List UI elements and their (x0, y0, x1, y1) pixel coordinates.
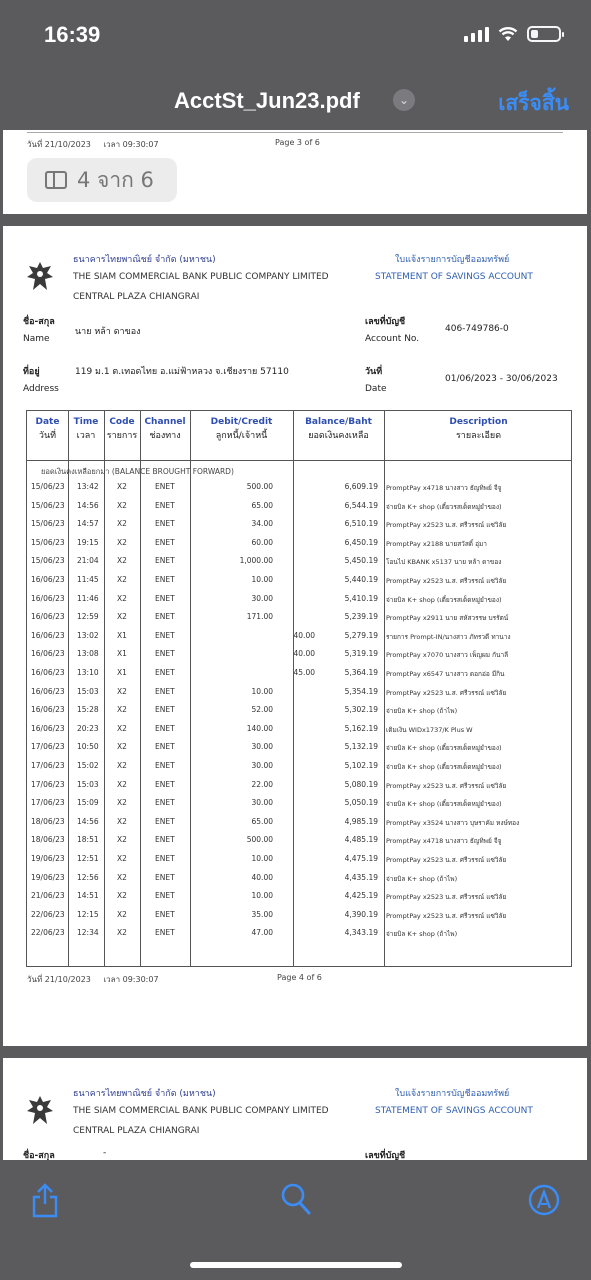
status-bar (0, 0, 591, 70)
cell-date: 16/06/23 (31, 723, 65, 733)
cell-desc: PromptPay x7070 นางสาว เพ็ญผม กันาลี (386, 651, 509, 660)
cell-channel: ENET (155, 928, 175, 938)
cell-code: X2 (117, 854, 127, 863)
table-row (27, 817, 573, 835)
cell-code: X2 (117, 519, 127, 529)
cell-amount: 65.00 (251, 500, 273, 510)
cell-amount: 34.00 (251, 519, 273, 529)
cell-channel: ENET (155, 816, 175, 826)
cell-desc: เติมเงิน WIDx1737/K Plus W (386, 725, 473, 734)
table-row (27, 724, 573, 742)
wifi-icon (498, 26, 518, 42)
cell-desc: PromptPay x2523 น.ส. ศรีวรรณ์ แซ่วิลัย (386, 911, 507, 920)
cell-code: X2 (117, 816, 127, 826)
cell-code: X2 (117, 779, 127, 789)
cell-time: 14:56 (77, 816, 99, 826)
cell-balance: 5,132.19 (344, 742, 378, 752)
statement-title-en: STATEMENT OF SAVINGS ACCOUNT (375, 272, 533, 282)
table-row (27, 928, 573, 946)
cell-date: 15/06/23 (31, 482, 65, 491)
cell-channel: ENET (155, 556, 175, 566)
cell-balance: 5,440.19 (344, 575, 378, 584)
cell-time: 13:08 (77, 649, 99, 659)
cell-channel: ENET (155, 891, 175, 901)
table-row (27, 891, 573, 909)
cell-channel: ENET (155, 649, 175, 659)
footer-time: เวลา 09:30:07 (103, 975, 159, 984)
cell-date: 17/06/23 (31, 742, 65, 752)
cell-amount: 30.00 (251, 742, 273, 752)
cell-time: 18:51 (77, 835, 99, 845)
account-label-th: เลขที่บัญชี (365, 317, 406, 327)
cell-time: 13:42 (77, 482, 99, 491)
cell-amount: 30.00 (251, 761, 273, 770)
cell-desc: PromptPay x2523 น.ส. ศรีวรรณ์ แซ่วิลัย (386, 893, 507, 902)
cell-balance: 4,485.19 (344, 835, 378, 845)
cell-channel: ENET (155, 872, 175, 882)
cell-date: 17/06/23 (31, 779, 65, 789)
chevron-down-icon[interactable]: ⌄ (393, 89, 415, 111)
cell-code: X2 (117, 500, 127, 510)
cell-time: 11:45 (77, 575, 99, 584)
cell-date: 22/06/23 (31, 928, 65, 938)
garuda-emblem-icon (25, 1094, 55, 1128)
battery-icon (527, 26, 561, 42)
cell-amount: 1,000.00 (239, 556, 273, 566)
document-title[interactable]: AcctSt_Jun23.pdf (174, 88, 360, 113)
cell-desc: PromptPay x2523 น.ส. ศรีวรรณ์ แซ่วิลัย (386, 521, 507, 530)
cell-time: 10:50 (77, 742, 99, 752)
cell-desc: จ่ายบิล K+ shop (ถ้าไพ) (386, 874, 458, 883)
cell-desc: โอนไป KBANK x5137 นาย หล้า ดาของ (386, 558, 502, 567)
cell-amount: 22.00 (251, 779, 273, 789)
cell-time: 21:04 (77, 556, 99, 566)
page-indicator[interactable] (27, 158, 177, 202)
cell-code: X2 (117, 482, 127, 491)
footer-time: เวลา 09:30:07 (103, 140, 159, 149)
cell-code: X2 (117, 612, 127, 622)
cell-date: 17/06/23 (31, 761, 65, 770)
page-indicator-label: 4 จาก 6 (77, 167, 154, 192)
cell-date: 15/06/23 (31, 537, 65, 547)
cell-balance: 4,985.19 (344, 816, 378, 826)
cell-amount: 500.00 (246, 835, 273, 845)
cell-balance: 5,102.19 (344, 761, 378, 770)
cell-code: X1 (117, 668, 127, 677)
cell-amount: 35.00 (251, 909, 273, 919)
cell-balance: 4,390.19 (344, 909, 378, 919)
cell-code: X2 (117, 872, 127, 882)
address-label-en: Address (23, 384, 59, 394)
transactions-table (26, 410, 572, 967)
page-divider (27, 132, 563, 133)
cell-desc: PromptPay x2188 นายสวัสดิ์ อุ่มา (386, 539, 487, 548)
cell-channel: ENET (155, 779, 175, 789)
cell-code: X2 (117, 742, 127, 752)
col-header-channel: Channel ช่องทาง (144, 417, 186, 441)
statement-title-th: ใบแจ้งรายการบัญชีออมทรัพย์ (395, 1089, 510, 1099)
table-row (27, 705, 573, 723)
col-header-date: Date วันที่ (35, 417, 60, 441)
cell-code: X2 (117, 686, 127, 696)
cell-desc: จ่ายบิล K+ shop (เตี๋ยวรสเด็ดหมู่ยำของ) (386, 595, 502, 604)
cell-amount: 60.00 (251, 537, 273, 547)
name-label-th: ชื่อ-สกุล (23, 317, 55, 327)
cell-date: 16/06/23 (31, 668, 65, 677)
cell-desc: จ่ายบิล K+ shop (เตี๋ยวรสเด็ดหมู่ยำของ) (386, 744, 502, 753)
cell-time: 12:51 (77, 854, 99, 863)
cell-amount: 140.00 (246, 723, 273, 733)
footer-date: วันที่ 21/10/2023 (27, 975, 91, 984)
cell-balance: 5,450.19 (344, 556, 378, 566)
cell-date: 15/06/23 (31, 519, 65, 529)
cell-code: X2 (117, 575, 127, 584)
cell-amount: 171.00 (246, 612, 273, 622)
cell-channel: ENET (155, 630, 175, 640)
cell-code: X2 (117, 909, 127, 919)
cell-amount: 45.00 (293, 668, 315, 677)
cell-code: X2 (117, 593, 127, 603)
cell-amount: 10.00 (251, 854, 273, 863)
cell-amount: 40.00 (293, 649, 315, 659)
col-header-balance: Balance/Baht ยอดเงินคงเหลือ (305, 417, 372, 441)
cell-code: X2 (117, 761, 127, 770)
cell-desc: PromptPay x2523 น.ส. ศรีวรรณ์ แซ่วิลัย (386, 688, 507, 697)
cell-channel: ENET (155, 500, 175, 510)
customer-name: นาย หล้า ดาของ (75, 327, 141, 337)
table-row (27, 761, 573, 779)
cell-time: 11:46 (77, 593, 99, 603)
cell-date: 16/06/23 (31, 612, 65, 622)
done-button[interactable]: เสร็จสิ้น (498, 91, 569, 115)
bank-name-th: ธนาคารไทยพาณิชย์ จำกัด (มหาชน) (73, 255, 216, 265)
footer-page: Page 4 of 6 (277, 973, 322, 982)
table-row (27, 482, 573, 500)
footer-page: Page 3 of 6 (275, 138, 320, 147)
cell-code: X1 (117, 649, 127, 659)
col-header-time: Time เวลา (73, 417, 99, 441)
account-label-th: เลขที่บัญชี (365, 1151, 406, 1160)
cell-balance: 5,364.19 (344, 668, 378, 677)
cell-desc: PromptPay x2523 น.ส. ศรีวรรณ์ แซ่วิลัย (386, 781, 507, 790)
cell-time: 15:02 (77, 761, 99, 770)
bank-name-en: THE SIAM COMMERCIAL BANK PUBLIC COMPANY LIMITED (73, 1106, 329, 1116)
cell-amount: 40.00 (293, 630, 315, 640)
cell-time: 20:23 (77, 723, 99, 733)
cellular-signal-icon (464, 26, 489, 42)
cell-channel: ENET (155, 705, 175, 715)
table-row (27, 798, 573, 816)
cell-time: 15:03 (77, 779, 99, 789)
cell-balance: 5,162.19 (344, 723, 378, 733)
cell-date: 21/06/23 (31, 891, 65, 901)
bank-name-en: THE SIAM COMMERCIAL BANK PUBLIC COMPANY LIMITED (73, 272, 329, 282)
cell-desc: PromptPay x6547 นางสาว ดอกอ่อ มีกิน (386, 670, 505, 678)
table-row (27, 631, 573, 649)
name-label-en: Name (23, 334, 50, 344)
cell-date: 18/06/23 (31, 835, 65, 845)
address-label-th: ที่อยู่ (23, 367, 40, 377)
footer-date: วันที่ 21/10/2023 (27, 140, 91, 149)
cell-channel: ENET (155, 909, 175, 919)
cell-channel: ENET (155, 835, 175, 845)
cell-desc: จ่ายบิล K+ shop (เตี๋ยวรสเด็ดหมู่ยำของ) (386, 502, 502, 511)
cell-time: 12:59 (77, 612, 99, 622)
account-number: 406-749786-0 (445, 324, 509, 334)
cell-channel: ENET (155, 668, 175, 677)
col-header-debit-credit: Debit/Credit ลูกหนี้/เจ้าหนี้ (210, 417, 273, 441)
cell-desc: จ่ายบิล K+ shop (เตี๋ยวรสเด็ดหมู่ยำของ) (386, 800, 502, 809)
table-row (27, 910, 573, 928)
cell-time: 14:57 (77, 519, 99, 529)
table-row (27, 519, 573, 537)
cell-date: 16/06/23 (31, 705, 65, 715)
cell-desc: PromptPay x4718 นางสาว ธัญทิพย์ จีจู (386, 484, 502, 492)
cell-desc: จ่ายบิล K+ shop (ถ้าไพ) (386, 930, 458, 939)
cell-amount: 52.00 (251, 705, 273, 715)
cell-channel: ENET (155, 761, 175, 770)
cell-code: X2 (117, 798, 127, 808)
pdf-page-3[interactable] (3, 130, 587, 214)
cell-time: 12:56 (77, 872, 99, 882)
cell-time: 15:03 (77, 686, 99, 696)
cell-desc: PromptPay x2911 นาย สหัสวรรษ บรรัตน์ (386, 614, 509, 623)
cell-desc: รายการ Prompt-IN/นางสาว ภัทรวดี ทานาง (386, 632, 511, 641)
customer-address: 119 ม.1 ต.เทอดไทย อ.แม่ฟ้าหลวง จ.เชียงราย 57110 (75, 367, 289, 377)
cell-time: 12:34 (77, 928, 99, 938)
cell-date: 15/06/23 (31, 556, 65, 566)
cell-desc: จ่ายบิล K+ shop (เตี๋ยวรสเด็ดหมู่ยำของ) (386, 763, 502, 771)
cell-date: 17/06/23 (31, 798, 65, 808)
col-header-description: Description รายละเอียด (449, 417, 508, 441)
cell-date: 19/06/23 (31, 854, 65, 863)
cell-channel: ENET (155, 612, 175, 622)
cell-time: 15:28 (77, 705, 99, 715)
table-row (27, 687, 573, 705)
cell-amount: 500.00 (246, 482, 273, 491)
cell-balance: 6,510.19 (344, 519, 378, 529)
cell-date: 19/06/23 (31, 872, 65, 882)
home-indicator (190, 1262, 402, 1268)
cell-channel: ENET (155, 723, 175, 733)
date-label-en: Date (365, 384, 387, 394)
cell-date: 16/06/23 (31, 593, 65, 603)
sidebar-icon (45, 171, 67, 189)
cell-balance: 5,279.19 (344, 630, 378, 640)
cell-date: 15/06/23 (31, 500, 65, 510)
table-row (27, 873, 573, 891)
cell-amount: 10.00 (251, 686, 273, 696)
cell-code: X2 (117, 537, 127, 547)
table-row (27, 668, 573, 686)
cell-time: 14:56 (77, 500, 99, 510)
cell-balance: 5,080.19 (344, 779, 378, 789)
cell-balance: 5,354.19 (344, 686, 378, 696)
cell-balance: 6,544.19 (344, 500, 378, 510)
cell-channel: ENET (155, 742, 175, 752)
cell-code: X1 (117, 630, 127, 640)
date-label-th: วันที่ (365, 367, 383, 377)
table-row (27, 780, 573, 798)
cell-balance: 4,475.19 (344, 854, 378, 863)
cell-desc: PromptPay x2523 น.ส. ศรีวรรณ์ แซ่วิลัย (386, 856, 507, 864)
cell-channel: ENET (155, 519, 175, 529)
table-row (27, 649, 573, 667)
cell-date: 16/06/23 (31, 686, 65, 696)
cell-time: 12:15 (77, 909, 99, 919)
cell-code: X2 (117, 705, 127, 715)
cell-amount: 65.00 (251, 816, 273, 826)
cell-desc: PromptPay x4718 นางสาว ธัญทิพย์ จีจู (386, 837, 502, 846)
cell-date: 16/06/23 (31, 630, 65, 640)
page-footer (27, 138, 320, 151)
cell-balance: 6,609.19 (344, 482, 378, 491)
name-label-th: ชื่อ-สกุล (23, 1151, 55, 1160)
garuda-emblem-icon (25, 260, 55, 294)
cell-channel: ENET (155, 686, 175, 696)
table-row (27, 501, 573, 519)
table-row (27, 835, 573, 853)
cell-date: 16/06/23 (31, 649, 65, 659)
cell-balance: 4,425.19 (344, 891, 378, 901)
bank-name-th: ธนาคารไทยพาณิชย์ จำกัด (มหาชน) (73, 1089, 216, 1099)
table-row (27, 854, 573, 872)
cell-channel: ENET (155, 593, 175, 603)
cell-balance: 5,302.19 (344, 705, 378, 715)
balance-brought-forward: ยอดเงินคงเหลือยกมา (BALANCE BROUGHT FORWARD) (41, 467, 234, 476)
cell-balance: 5,410.19 (344, 593, 378, 603)
page-footer (27, 973, 567, 986)
markup-icon[interactable] (528, 1184, 560, 1216)
cell-date: 22/06/23 (31, 909, 65, 919)
table-row (27, 575, 573, 593)
cell-code: X2 (117, 723, 127, 733)
cell-desc: PromptPay x2523 น.ส. ศรีวรรณ์ แซ่วิลัย (386, 577, 507, 585)
pdf-page-5[interactable] (3, 1058, 587, 1160)
table-row (27, 538, 573, 556)
table-row (27, 556, 573, 574)
account-label-en: Account No. (365, 334, 420, 344)
table-row (27, 594, 573, 612)
cell-balance: 6,450.19 (344, 537, 378, 547)
statement-period: 01/06/2023 - 30/06/2023 (445, 374, 558, 384)
cell-amount: 30.00 (251, 593, 273, 603)
statement-title-th: ใบแจ้งรายการบัญชีออมทรัพย์ (395, 255, 510, 265)
customer-name: - (103, 1148, 107, 1158)
cell-code: X2 (117, 835, 127, 845)
cell-amount: 40.00 (251, 872, 273, 882)
status-icons (464, 26, 561, 42)
nav-bar (0, 80, 591, 124)
cell-amount: 47.00 (251, 928, 273, 938)
cell-channel: ENET (155, 575, 175, 584)
cell-balance: 5,050.19 (344, 798, 378, 808)
cell-balance: 5,239.19 (344, 612, 378, 622)
branch-name: CENTRAL PLAZA CHIANGRAI (73, 1126, 200, 1136)
cell-amount: 10.00 (251, 575, 273, 584)
cell-balance: 5,319.19 (344, 649, 378, 659)
cell-balance: 4,435.19 (344, 872, 378, 882)
cell-desc: จ่ายบิล K+ shop (ถ้าไพ) (386, 707, 458, 716)
share-icon[interactable] (30, 1182, 60, 1218)
cell-desc: PromptPay x3524 นางสาว บุษราคัม หงษ์ทอง (386, 818, 520, 827)
cell-code: X2 (117, 928, 127, 938)
cell-balance: 4,343.19 (344, 928, 378, 938)
cell-code: X2 (117, 891, 127, 901)
cell-time: 14:51 (77, 891, 99, 901)
table-row (27, 742, 573, 760)
branch-name: CENTRAL PLAZA CHIANGRAI (73, 292, 200, 302)
cell-time: 13:10 (77, 668, 99, 677)
pdf-page-4[interactable] (3, 226, 587, 1046)
cell-channel: ENET (155, 854, 175, 863)
cell-channel: ENET (155, 482, 175, 491)
cell-channel: ENET (155, 798, 175, 808)
cell-time: 19:15 (77, 537, 99, 547)
cell-time: 13:02 (77, 630, 99, 640)
cell-time: 15:09 (77, 798, 99, 808)
cell-channel: ENET (155, 537, 175, 547)
search-icon[interactable] (280, 1182, 312, 1216)
table-row (27, 612, 573, 630)
cell-amount: 10.00 (251, 891, 273, 901)
cell-code: X2 (117, 556, 127, 566)
status-time: 16:39 (44, 22, 101, 47)
cell-date: 16/06/23 (31, 575, 65, 584)
cell-date: 18/06/23 (31, 816, 65, 826)
statement-title-en: STATEMENT OF SAVINGS ACCOUNT (375, 1106, 533, 1116)
col-header-code: Code รายการ (106, 417, 138, 441)
cell-amount: 30.00 (251, 798, 273, 808)
